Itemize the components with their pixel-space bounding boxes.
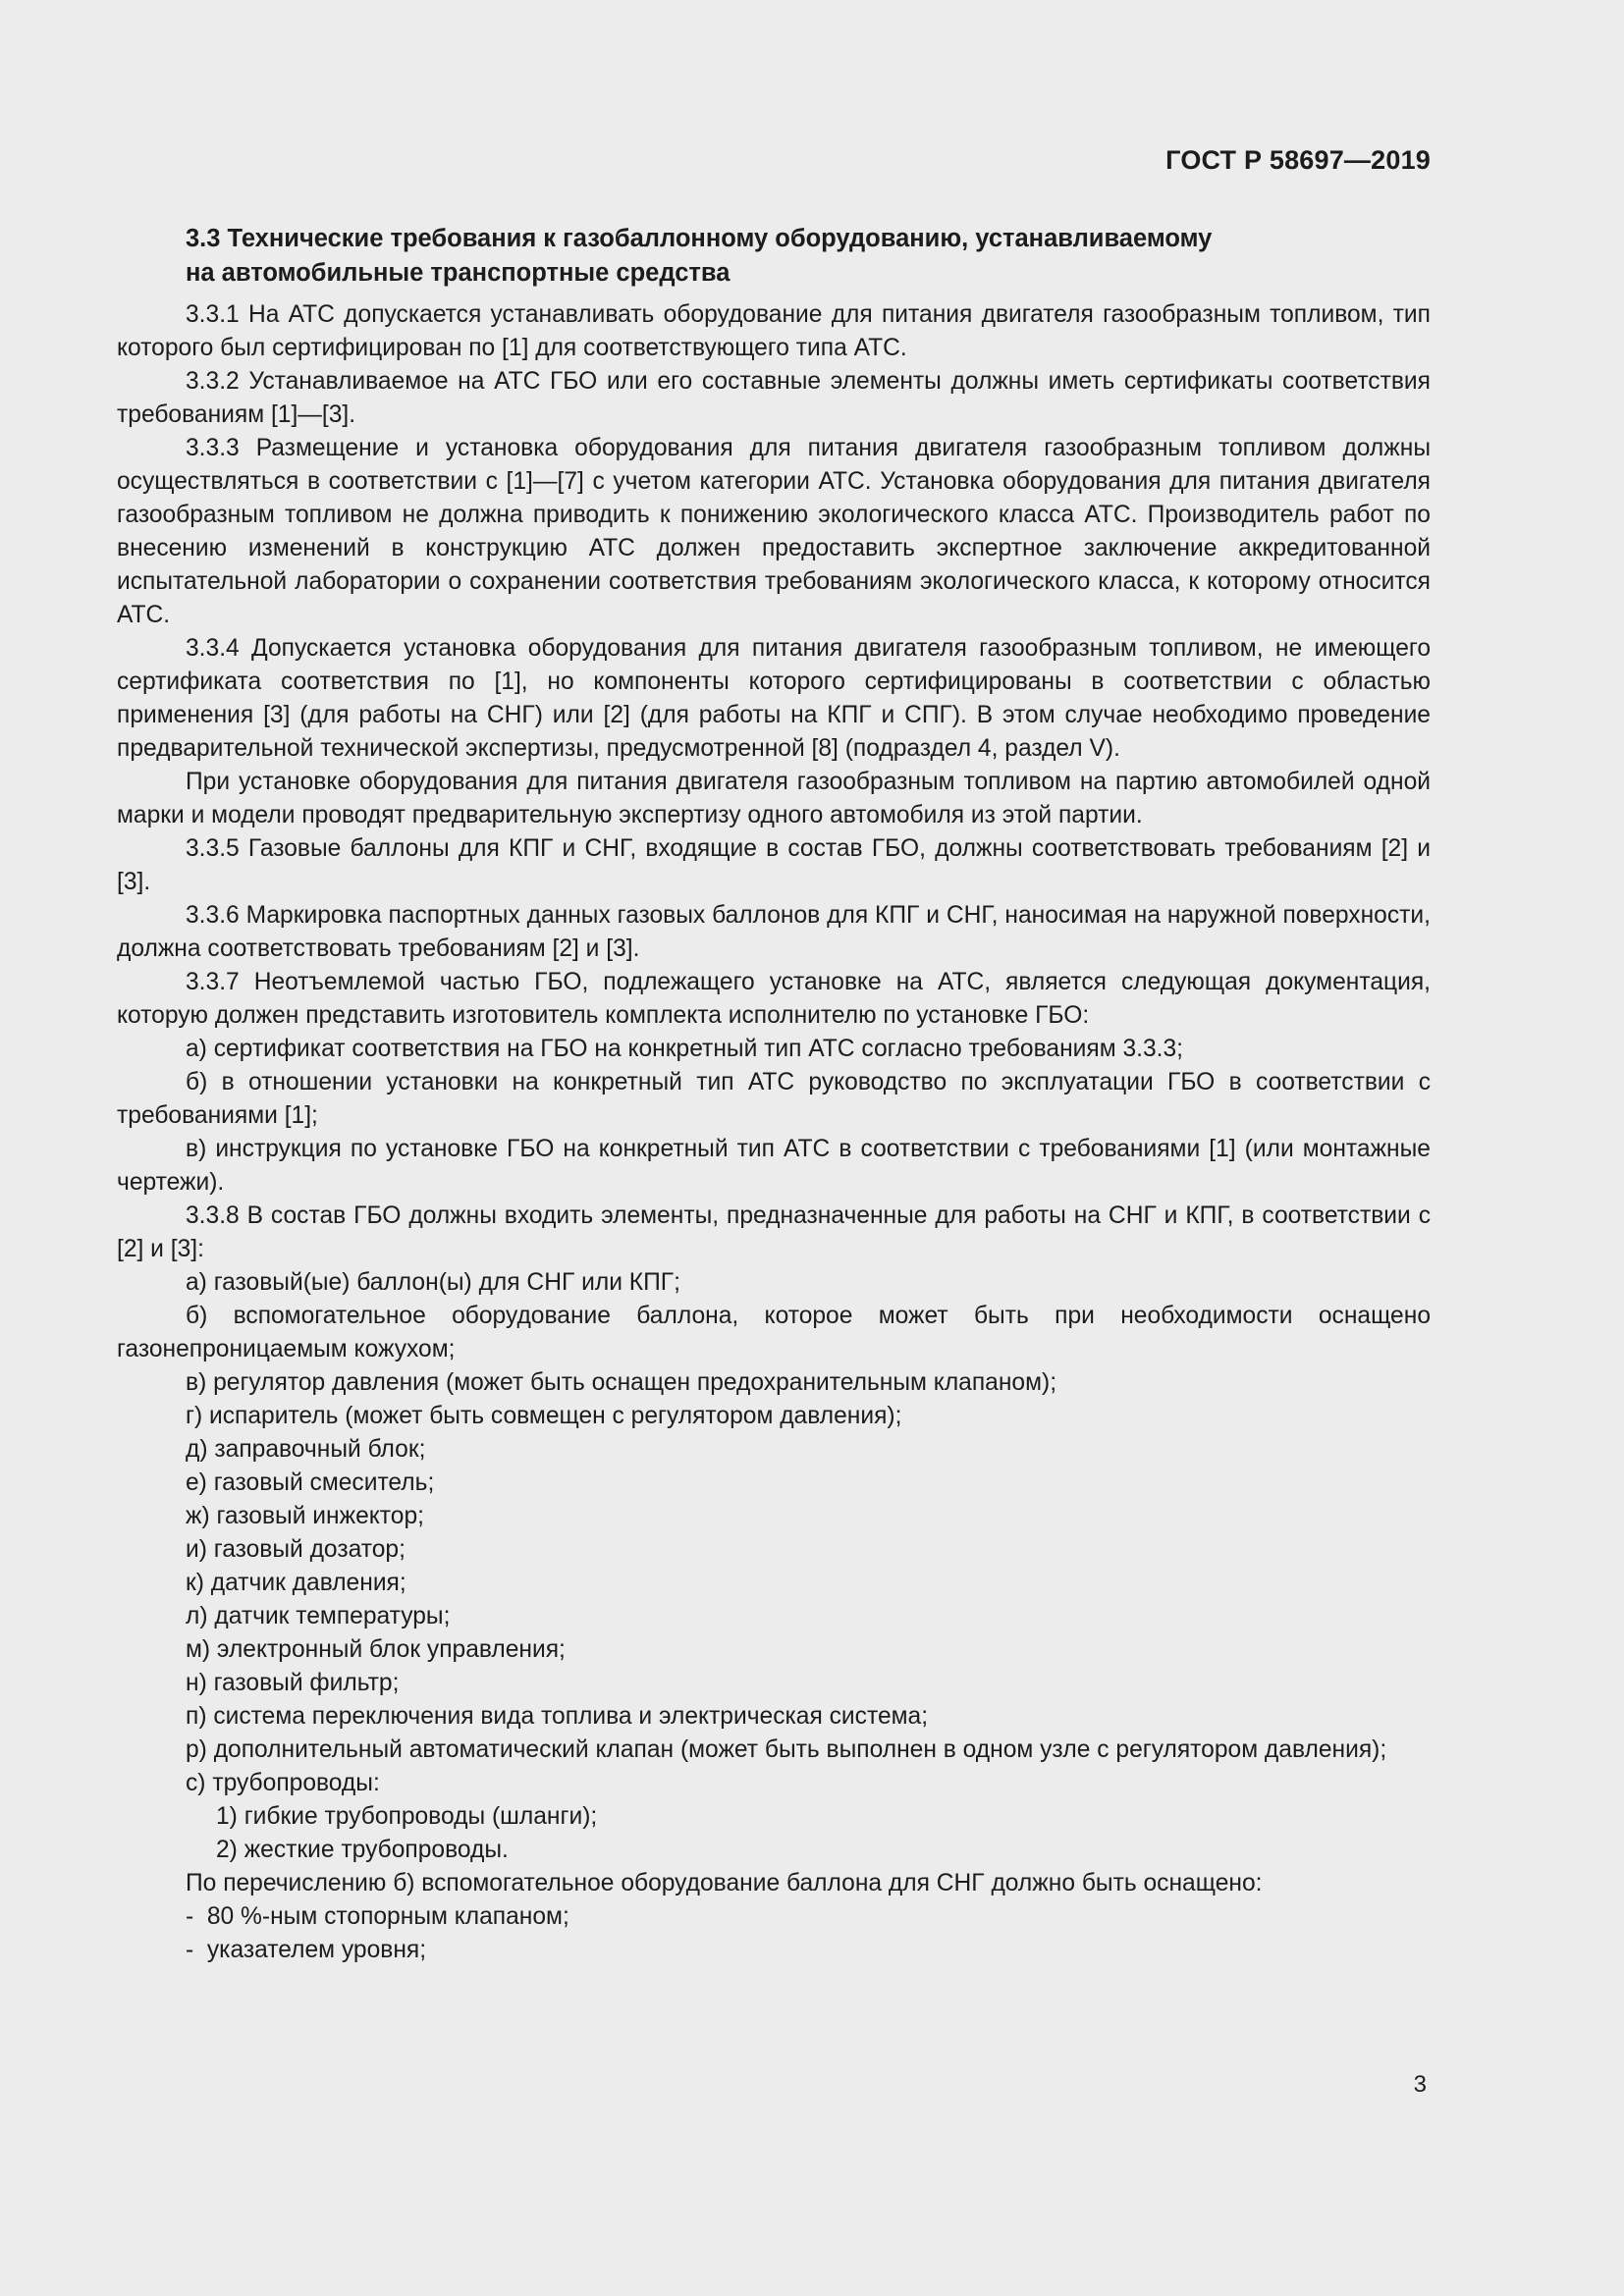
list-item: а) газовый(ые) баллон(ы) для СНГ или КПГ; xyxy=(186,1269,680,1296)
paragraph-3-3-1: 3.3.1 На АТС допускается устанавливать оборудование для питания двигателя газообразным топливом, тип которого был сертифицирован по [1] для соответствующего типа АТС. xyxy=(117,301,1431,361)
list-item: в) регулятор давления (может быть оснащен предохранительным клапаном); xyxy=(186,1369,1057,1396)
dash-item: - указателем уровня; xyxy=(186,1937,427,1963)
paragraph-3-3-7-a: а) сертификат соответствия на ГБО на конкретный тип АТС согласно требованиям 3.3.3; xyxy=(186,1036,1183,1062)
dash-item: - 80 %-ным стопорным клапаном; xyxy=(186,1903,569,1930)
paragraph-3-3-3: 3.3.3 Размещение и установка оборудования для питания двигателя газообразным топливом должны осуществляться в соответствии с [1]—[7] с учетом категории АТС. Установка оборудования для питания двигателя газообразным топливом не должна приводить к понижению экологического класса АТС. Производитель работ по внесению изменений в конструкцию АТС должен предоставить экспертное заключение аккредитованной испытательной лаборатории о сохранении соответствия требованиям экологического класса, к которому относится АТС. xyxy=(117,435,1431,628)
paragraph-3-3-4-note: При установке оборудования для питания двигателя газообразным топливом на партию автомобилей одной марки и модели проводят предварительную экспертизу одного автомобиля из этой партии. xyxy=(117,769,1431,828)
list-item: р) дополнительный автоматический клапан (может быть выполнен в одном узле с регулятором давления); xyxy=(186,1736,1387,1763)
list-item: г) испаритель (может быть совмещен с регулятором давления); xyxy=(186,1403,902,1429)
list-item: ж) газовый инжектор; xyxy=(186,1503,424,1529)
list-item: п) система переключения вида топлива и электрическая система; xyxy=(186,1703,929,1730)
paragraph-3-3-5: 3.3.5 Газовые баллоны для КПГ и СНГ, входящие в состав ГБО, должны соответствовать требованиям [2] и [3]. xyxy=(117,835,1431,895)
list-item: к) датчик давления; xyxy=(186,1570,406,1596)
list-item: д) заправочный блок; xyxy=(186,1436,426,1463)
document-code: ГОСТ Р 58697—2019 xyxy=(1165,145,1431,175)
list-item: б) вспомогательное оборудование баллона, которое может быть при необходимости оснащено газонепроницаемым кожухом; xyxy=(117,1303,1431,1362)
pipes-sublist xyxy=(117,1800,1431,1867)
paragraph-3-3-6: 3.3.6 Маркировка паспортных данных газовых баллонов для КПГ и СНГ, наносимая на наружной поверхности, должна соответствовать требованиям [2] и [3]. xyxy=(117,902,1431,962)
enumeration-note: По перечислению б) вспомогательное оборудование баллона для СНГ должно быть оснащено: xyxy=(186,1870,1263,1896)
paragraph-3-3-7-c: в) инструкция по установке ГБО на конкретный тип АТС в соответствии с требованиями [1] (или монтажные чертежи). xyxy=(117,1136,1431,1196)
document-body xyxy=(117,222,1431,1967)
paragraph-3-3-7-b: б) в отношении установки на конкретный тип АТС руководство по эксплуатации ГБО в соответствии с требованиями [1]; xyxy=(117,1069,1431,1129)
list-item: с) трубопроводы: xyxy=(186,1770,380,1796)
list-item: н) газовый фильтр; xyxy=(186,1670,400,1696)
section-title-line-1: 3.3 Технические требования к газобаллонному оборудованию, устанавливаемому xyxy=(186,225,1213,252)
section-title xyxy=(117,222,1431,291)
page-number: 3 xyxy=(1413,2071,1427,2098)
component-list xyxy=(117,1266,1431,1800)
paragraph-3-3-7: 3.3.7 Неотъемлемой частью ГБО, подлежащего установке на АТС, является следующая документация, которую должен представить изготовитель комплекта исполнителю по установке ГБО: xyxy=(117,969,1431,1029)
paragraph-3-3-2: 3.3.2 Устанавливаемое на АТС ГБО или его составные элементы должны иметь сертификаты соответствия требованиям [1]—[3]. xyxy=(117,368,1431,428)
list-item: м) электронный блок управления; xyxy=(186,1636,566,1663)
paragraph-3-3-8: 3.3.8 В состав ГБО должны входить элементы, предназначенные для работы на СНГ и КПГ, в соответствии с [2] и [3]: xyxy=(117,1202,1431,1262)
sublist-item: 1) гибкие трубопроводы (шланги); xyxy=(216,1803,598,1830)
dash-list xyxy=(117,1900,1431,1967)
section-title-line-2: на автомобильные транспортные средства xyxy=(186,259,731,287)
list-item: е) газовый смеситель; xyxy=(186,1469,435,1496)
list-item: и) газовый дозатор; xyxy=(186,1536,406,1563)
list-item: л) датчик температуры; xyxy=(186,1603,451,1629)
paragraph-3-3-4: 3.3.4 Допускается установка оборудования для питания двигателя газообразным топливом, не имеющего сертификата соответствия по [1], но компоненты которого сертифицированы в соответствии с областью применения [3] (для работы на СНГ) или [2] (для работы на КПГ и СПГ). В этом случае необходимо проведение предварительной технической экспертизы, предусмотренной [8] (подраздел 4, раздел V). xyxy=(117,635,1431,762)
sublist-item: 2) жесткие трубопроводы. xyxy=(216,1837,509,1863)
